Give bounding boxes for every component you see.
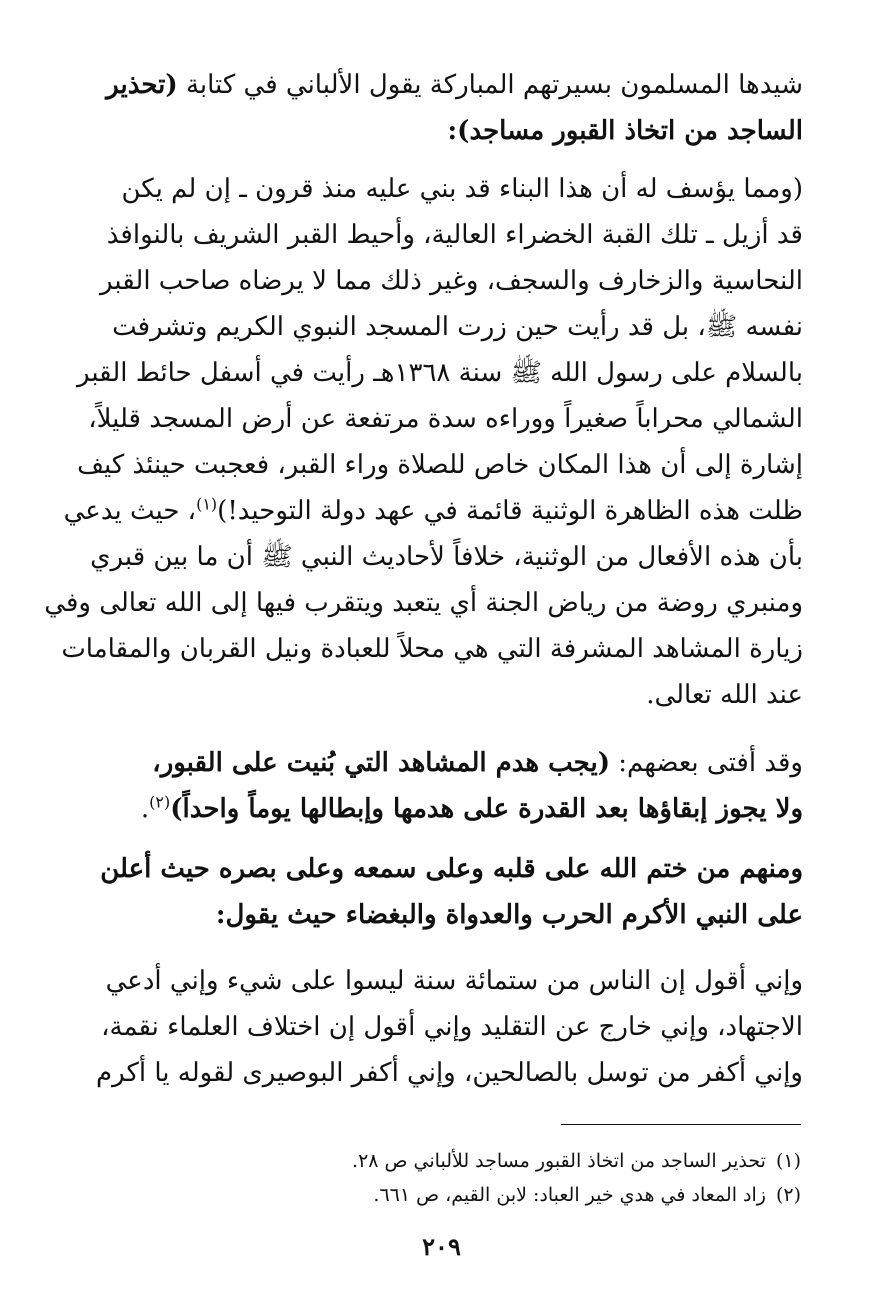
text-line: الشمالي محراباً صغيراً ووراءه سدة مرتفعة عن أرض المسجد قليلاً، <box>88 404 803 434</box>
text-line: زيارة المشاهد المشرفة التي هي محلاً للعبادة ونيل القربان والمقامات <box>61 634 803 664</box>
fatwa-quote-bold: ولا يجوز إبقاؤها بعد القدرة على هدمها وإبطالها يوماً واحداً) <box>170 794 803 824</box>
footnote-ref[interactable]: (٢) <box>149 792 171 812</box>
text-line: نفسه ﷺ، بل قد رأيت حين زرت المسجد النبوي الكريم وتشرفت <box>112 312 803 342</box>
text-line: قد أزيل ـ تلك القبة الخضراء العالية، وأحيط القبر الشريف بالنوافذ <box>106 220 803 250</box>
footnote-number: (٢) <box>775 1184 801 1206</box>
text-line <box>63 488 803 534</box>
fatwa-quote-bold: (يجب هدم المشاهد التي بُنيت على القبور، <box>152 748 611 778</box>
text-line: وإني أقول إن الناس من ستمائة سنة ليسوا على شيء وإني أدعي <box>105 966 803 996</box>
text-run: ظلت هذه الظاهرة الوثنية قائمة في عهد دولة التوحيد!) <box>217 496 803 526</box>
footnote-number: (١) <box>775 1150 801 1172</box>
heading-paragraph <box>82 846 803 938</box>
text-run: ، حيث يدعي <box>63 496 197 526</box>
text-line: (ومما يؤسف له أن هذا البناء قد بني عليه منذ قرون ـ إن لم يكن <box>121 174 803 204</box>
book-title-bold-line: الساجد من اتخاذ القبور مساجد): <box>447 116 803 146</box>
text-line: ومنهم من ختم الله على قلبه وعلى سمعه وعلى بصره حيث أعلن <box>100 854 803 884</box>
text-line: ومنبري روضة من رياض الجنة أي يتعبد ويتقرب فيها إلى الله تعالى وفي <box>44 588 803 618</box>
text-line <box>82 62 803 108</box>
text-line <box>82 740 803 786</box>
page-number: ٢٠٩ <box>422 1232 461 1261</box>
text-line: النحاسية والزخارف والسجف، وغير ذلك مما لا يرضاه صاحب القبر <box>100 266 803 296</box>
footnote-ref[interactable]: (١) <box>196 494 218 514</box>
intro-paragraph <box>82 62 803 154</box>
text-line: الاجتهاد، وإني خارج عن التقليد وإني أقول إن اختلاف العلماء نقمة، <box>101 1012 803 1042</box>
text-line: على النبي الأكرم الحرب والعدواة والبغضاء حيث يقول: <box>215 900 803 930</box>
text-line: وإني أكفر من توسل بالصالحين، وإني أكفر البوصيرى لقوله يا أكرم <box>96 1058 803 1088</box>
footnote-divider <box>561 1124 801 1125</box>
text-line: بالسلام على رسول الله ﷺ سنة ١٣٦٨هـ رأيت في أسفل حائط القبر <box>76 358 803 388</box>
text-line: عند الله تعالى. <box>646 680 803 710</box>
fatwa-paragraph <box>82 740 803 832</box>
statement-paragraph <box>82 958 803 1096</box>
text-line <box>82 786 803 832</box>
footnote-text: زاد المعاد في هدي خير العباد: لابن القيم، ص ٦٦١. <box>373 1184 766 1206</box>
text-run: . <box>140 794 150 824</box>
footnote-text: تحذير الساجد من اتخاذ القبور مساجد للألباني ص ٢٨. <box>352 1150 766 1172</box>
footnote <box>200 1146 801 1176</box>
text-run: وقد أفتى بعضهم: <box>618 748 803 778</box>
text-line: إشارة إلى أن هذا المكان خاص للصلاة وراء القبر، فعجبت حينئذ كيف <box>77 450 803 480</box>
footnote <box>200 1180 801 1210</box>
text-run: شيدها المسلمون بسيرتهم المباركة يقول الألباني في كتابة <box>185 70 803 100</box>
book-title-bold: (تحذير <box>106 70 178 100</box>
text-line: بأن هذه الأفعال من الوثنية، خلافاً لأحاديث النبي ﷺ أن ما بين قبري <box>90 542 803 572</box>
quote-paragraph <box>44 166 803 718</box>
